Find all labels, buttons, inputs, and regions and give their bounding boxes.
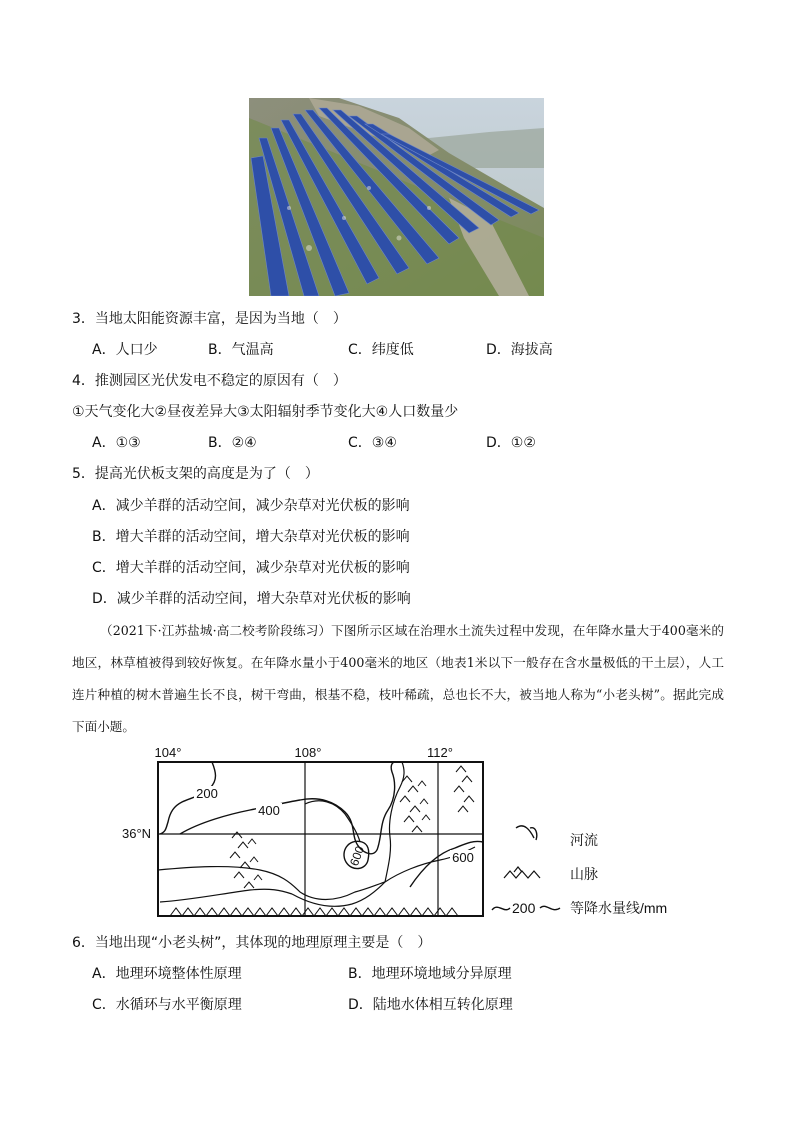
- question-5-stem: 5．提高光伏板支架的高度是为了（ ）: [72, 466, 319, 482]
- lon-label-104: 104°: [154, 745, 182, 760]
- option-c[interactable]: C．纬度低: [348, 342, 414, 358]
- legend-river-label: 河流: [570, 832, 598, 848]
- legend-isohyet-value: 200: [512, 900, 536, 916]
- option-d[interactable]: D．减少羊群的活动空间，增大杂草对光伏板的影响: [92, 591, 411, 607]
- option-c[interactable]: C．③④: [348, 435, 397, 451]
- contour-label-400: 400: [258, 803, 280, 818]
- question-6-stem: 6．当地出现“小老头树”，其体现的地理原理主要是（ ）: [72, 935, 432, 951]
- legend-isohyet-label: 等降水量线/mm: [570, 900, 668, 916]
- lat-label-36n: 36°N: [122, 826, 152, 841]
- option-c[interactable]: C．水循环与水平衡原理: [92, 997, 242, 1013]
- map-legend: [492, 826, 667, 916]
- contour-label-600-center: 600: [346, 844, 368, 868]
- question-3-stem: 3．当地太阳能资源丰富，是因为当地（ ）: [72, 311, 347, 327]
- isohyet-legend-icon-right: [540, 906, 560, 909]
- passage-text: （2021下·江苏盐城·高二校考阶段练习）下图所示区域在治理水土流失过程中发现，在年降水量大于400毫米的地区，林草植被得到较好恢复。在年降水量小于400毫米的地区（地表1米以下一般存在含水量极低的干土层），人工连片种植的树木普遍生长不良，树干弯曲，根基不稳，枝叶稀疏，总也长不大，被当地人称为“小老头树”。据此完成下面小题。: [72, 623, 724, 734]
- question-4-statements: ①天气变化大②昼夜差异大③太阳辐射季节变化大④人口数量少: [72, 404, 459, 420]
- passage-paragraph: [72, 615, 724, 743]
- question-4-stem: 4．推测园区光伏发电不稳定的原因有（ ）: [72, 373, 347, 389]
- lon-label-112: 112°: [427, 745, 453, 760]
- option-d[interactable]: D．陆地水体相互转化原理: [348, 997, 513, 1013]
- precipitation-map: [120, 742, 680, 922]
- contour-label-600-east: 600: [452, 850, 474, 865]
- solar-farm-photo: [249, 98, 544, 296]
- option-b[interactable]: B．增大羊群的活动空间，增大杂草对光伏板的影响: [92, 529, 410, 545]
- legend-mountain-label: 山脉: [570, 866, 598, 882]
- option-a[interactable]: A．人口少: [92, 342, 158, 358]
- option-b[interactable]: B．②④: [208, 435, 257, 451]
- mountain-legend-icon: [504, 867, 540, 878]
- option-b[interactable]: B．地理环境地域分异原理: [348, 966, 512, 982]
- lon-label-108: 108°: [294, 745, 322, 760]
- option-a[interactable]: A．减少羊群的活动空间，减少杂草对光伏板的影响: [92, 498, 410, 514]
- option-d[interactable]: D．海拔高: [486, 342, 553, 358]
- option-b[interactable]: B．气温高: [208, 342, 274, 358]
- option-c[interactable]: C．增大羊群的活动空间，减少杂草对光伏板的影响: [92, 560, 410, 576]
- option-d[interactable]: D．①②: [486, 435, 536, 451]
- contour-label-200: 200: [196, 786, 218, 801]
- isohyet-legend-icon-left: [492, 907, 510, 910]
- option-a[interactable]: A．地理环境整体性原理: [92, 966, 242, 982]
- river-legend-icon: [516, 826, 537, 840]
- option-a[interactable]: A．①③: [92, 435, 141, 451]
